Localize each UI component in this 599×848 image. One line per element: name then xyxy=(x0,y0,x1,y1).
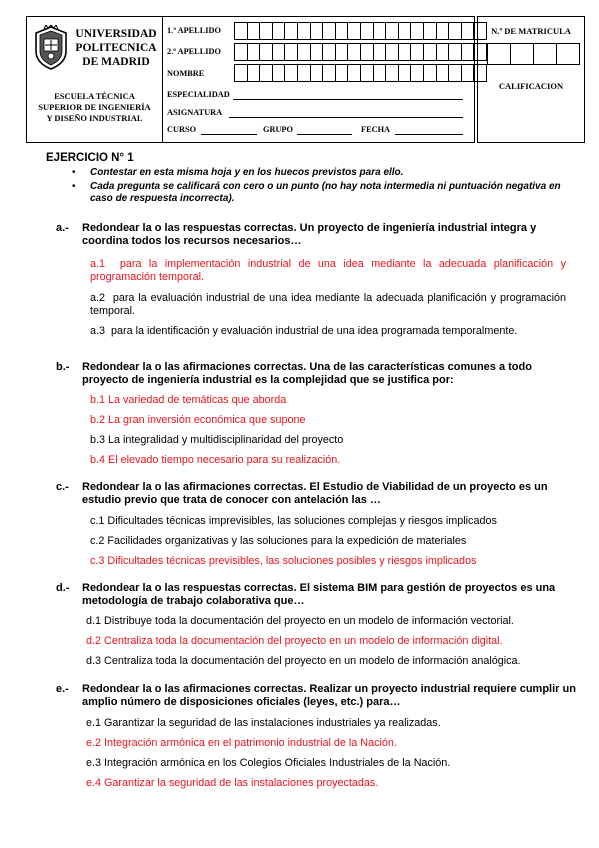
option-text: La gran inversión económica que supone xyxy=(108,414,306,426)
question-text: Redondear la o las afirmaciones correctas. Realizar un proyecto industrial requiere cumplir un amplio número de disposiciones oficiales (leyes, etc.) para… xyxy=(82,683,576,708)
option-text: para la implementación industrial de una idea mediante la adecuada planificación y programación temporal. xyxy=(90,258,567,283)
option-label: a.2 xyxy=(90,292,106,304)
question-label: c.- xyxy=(56,481,69,493)
apellido2-cells[interactable] xyxy=(235,43,487,61)
question-text: Redondear la o las afirmaciones correctas. Una de las características comunes a todo proyecto de ingeniería industrial es la complejidad que se justifica por: xyxy=(82,361,532,386)
university-name xyxy=(73,27,159,69)
option-text: Centraliza toda la documentación del proyecto en un modelo de información digital. xyxy=(104,635,503,647)
option-a3[interactable] xyxy=(90,325,580,338)
question-text: Redondear la o las afirmaciones correctas. El Estudio de Viabilidad de un proyecto es un estudio previo que trata de conocer con antelación las … xyxy=(82,481,548,506)
fecha-line[interactable] xyxy=(395,134,463,135)
option-e4[interactable] xyxy=(86,777,378,790)
option-label: a.1 xyxy=(90,258,106,270)
option-b1[interactable] xyxy=(90,394,286,407)
matricula-cells[interactable] xyxy=(488,43,580,65)
option-text: Facilidades organizativas y las soluciones para la expedición de materiales xyxy=(107,535,467,547)
option-b2[interactable] xyxy=(90,414,306,427)
question-a xyxy=(56,222,576,248)
university-name-line: UNIVERSIDAD xyxy=(75,28,157,40)
especialidad-line[interactable] xyxy=(233,99,463,100)
option-label: d.1 xyxy=(86,615,102,627)
asignatura-line[interactable] xyxy=(229,117,463,118)
school-name-line: Y DISEÑO INDUSTRIAL xyxy=(46,113,143,123)
question-label: b.- xyxy=(56,361,70,373)
curso-label: CURSO xyxy=(167,125,197,134)
option-text: para la identificación y evaluación industrial de una idea programada temporalmente. xyxy=(111,325,518,337)
nombre-cells[interactable] xyxy=(235,64,487,82)
option-text: Integración armónica en los Colegios Oficiales Industriales de la Nación. xyxy=(104,757,451,769)
option-text: El elevado tiempo necesario para su realización. xyxy=(108,454,341,466)
option-text: La integralidad y multidisciplinaridad del proyecto xyxy=(108,434,344,446)
curso-line[interactable] xyxy=(201,134,257,135)
school-name-line: SUPERIOR DE INGENIERÍA xyxy=(38,102,151,112)
question-label: a.- xyxy=(56,222,69,234)
nombre-label: NOMBRE xyxy=(167,69,205,78)
option-text: Garantizar la seguridad de las instalaciones industriales ya realizadas. xyxy=(104,717,441,729)
option-label: e.4 xyxy=(86,777,102,789)
option-label: d.2 xyxy=(86,635,102,647)
option-text: Centraliza toda la documentación del proyecto en un modelo de información analógica. xyxy=(104,655,521,667)
matricula-box xyxy=(477,16,585,143)
option-e3[interactable] xyxy=(86,757,450,770)
option-label: e.3 xyxy=(86,757,102,769)
bullet-icon: • xyxy=(72,181,76,192)
calificacion-label: CALIFICACION xyxy=(498,81,564,91)
exercise-title: EJERCICIO N° 1 xyxy=(46,152,134,164)
apellido1-cells[interactable] xyxy=(235,22,487,40)
student-fields-box xyxy=(163,16,475,143)
apellido2-label: 2.º APELLIDO xyxy=(167,47,221,56)
question-text: Redondear la o las respuestas correctas. El sistema BIM para gestión de proyectos es una metodología de trabajo colaborativa que… xyxy=(82,582,556,607)
university-crest-icon xyxy=(32,25,70,71)
option-text: para la evaluación industrial de una idea mediante la adecuada planificación y programación temporal. xyxy=(90,292,566,317)
option-label: c.3 xyxy=(90,555,105,567)
option-b3[interactable] xyxy=(90,434,343,447)
question-b xyxy=(56,361,576,387)
university-box xyxy=(26,16,163,143)
especialidad-label: ESPECIALIDAD xyxy=(167,90,230,99)
option-label: a.3 xyxy=(90,325,106,337)
school-name-line: ESCUELA TÉCNICA xyxy=(54,91,135,101)
option-a1[interactable] xyxy=(90,258,566,284)
option-label: c.2 xyxy=(90,535,105,547)
question-label: d.- xyxy=(56,582,70,594)
school-name xyxy=(27,91,162,124)
option-a2[interactable] xyxy=(90,292,566,318)
option-d3[interactable] xyxy=(86,655,521,668)
fecha-label: FECHA xyxy=(361,125,391,134)
question-text: Redondear la o las respuestas correctas. Un proyecto de ingeniería industrial integra y coordina todos los recursos necesarios… xyxy=(82,222,537,247)
option-c3[interactable] xyxy=(90,555,476,568)
bullet-icon: • xyxy=(72,167,76,178)
option-text: Distribuye toda la documentación del proyecto en un modelo de información vectorial. xyxy=(104,615,514,627)
university-name-line: DE MADRID xyxy=(82,56,150,68)
option-text: Dificultades técnicas previsibles, las soluciones posibles y riesgos implicados xyxy=(107,555,477,567)
option-label: b.4 xyxy=(90,454,106,466)
exam-header xyxy=(26,16,585,146)
instruction-2: Cada pregunta se calificará con cero o un punto (no hay nota intermedia ni puntuación negativa en caso de respuesta incorrecta). xyxy=(90,181,561,204)
asignatura-label: ASIGNATURA xyxy=(167,108,223,117)
option-text: Integración armónica en el patrimonio industrial de la Nación. xyxy=(104,737,397,749)
grupo-label: GRUPO xyxy=(263,125,293,134)
option-b4[interactable] xyxy=(90,454,340,467)
option-d1[interactable] xyxy=(86,615,514,628)
option-c2[interactable] xyxy=(90,535,466,548)
university-name-line: POLITECNICA xyxy=(75,42,157,54)
option-label: e.1 xyxy=(86,717,102,729)
instruction-1: Contestar en esta misma hoja y en los huecos previstos para ello. xyxy=(90,167,404,178)
option-e1[interactable] xyxy=(86,717,441,730)
grupo-line[interactable] xyxy=(297,134,352,135)
option-label: b.2 xyxy=(90,414,106,426)
option-e2[interactable] xyxy=(86,737,397,750)
question-d xyxy=(56,582,576,608)
option-c1[interactable] xyxy=(90,515,497,528)
matricula-label: N.º DE MATRICULA xyxy=(491,26,571,36)
question-label: e.- xyxy=(56,683,69,695)
option-d2[interactable] xyxy=(86,635,503,648)
option-label: b.1 xyxy=(90,394,106,406)
apellido1-label: 1.º APELLIDO xyxy=(167,26,221,35)
option-label: c.1 xyxy=(90,515,105,527)
option-label: d.3 xyxy=(86,655,102,667)
question-e xyxy=(56,683,576,709)
option-label: b.3 xyxy=(90,434,106,446)
option-label: e.2 xyxy=(86,737,102,749)
question-c xyxy=(56,481,576,507)
option-text: Garantizar la seguridad de las instalaciones proyectadas. xyxy=(104,777,379,789)
option-text: La variedad de temáticas que aborda xyxy=(108,394,287,406)
option-text: Dificultades técnicas imprevisibles, las soluciones complejas y riesgos implicados xyxy=(107,515,497,527)
